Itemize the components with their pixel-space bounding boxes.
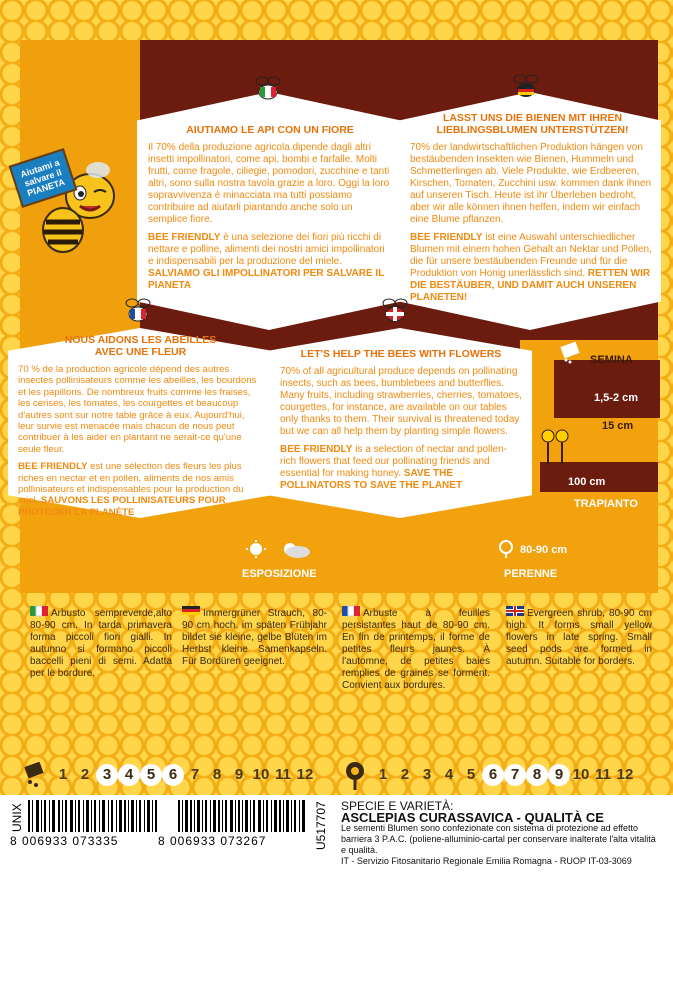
mascot-sign: Aiutami a salvare il PIANETA [9, 148, 78, 208]
perenne-height: 80-90 cm [520, 544, 568, 556]
flag-de-icon [182, 604, 200, 618]
panel-it-bf-lead: BEE FRIENDLY [148, 232, 221, 243]
panel-de-bf-bold: RETTEN WIR DIE BESTÄUBER, UND DAMIT AUCH UNSEREN PLANETEN! [410, 268, 651, 303]
panel-en-bf-text: is a selection of nectar and pollen-rich flowers that feed our pollinating friends and essential for making honey. [280, 444, 507, 479]
barcode-2-number: 8 006933 073267 [158, 834, 267, 848]
panel-en [280, 348, 522, 492]
panel-en-bf-bold: SAVE THE POLLINATORS TO SAVE THE PLANET [280, 468, 463, 491]
flower-icon [540, 428, 572, 464]
panel-de-bf-text: ist eine Auswahl unterschiedlicher Blumen mit einem hohen Gehalt an Nektar und Pollen, die für unsere bestäubenden Freunde und für die Produktion von Honig unerlässlich sind. [410, 232, 652, 279]
semina-panel [548, 340, 660, 420]
barcode-2 [178, 800, 308, 832]
bee-flag-de-icon [508, 72, 544, 102]
month-4: 4 [444, 766, 454, 783]
soil-block [554, 360, 660, 418]
flag-fr-icon [342, 604, 360, 618]
panel-fr [18, 334, 263, 518]
flower-small-icon [496, 540, 516, 558]
flag-en-icon [506, 604, 524, 618]
panel-fr-bf-bold: SAUVONS LES POLLINISATEURS POUR PROTÉGER LA PLANÈTE [18, 495, 226, 518]
trapianto-height: 15 cm [602, 420, 634, 432]
month-3: 3 [422, 766, 432, 783]
desc-fr-text: Arbuste à feuilles persistantes haut de 80-90 cm. En fin de printemps, il forme de petites fleurs jaunes. À l'automne, de petites baies remplies de graines se forment. Convient aux bordures. [342, 608, 490, 691]
month-8: 8 [212, 766, 222, 783]
desc-it-text: Arbusto sempreverde,alto 80-90 cm. In tarda primavera forma piccoli fiori gialli. In autunno si formano piccoli baccelli pieni di semi. Adatta per le bordure. [30, 608, 172, 679]
trapianto-spacing: 100 cm [568, 476, 606, 488]
month-6: 6 [482, 764, 504, 786]
month-9: 9 [548, 764, 570, 786]
month-12: 12 [616, 766, 634, 783]
seed-packet-icon [558, 342, 584, 364]
month-1: 1 [58, 766, 68, 783]
month-8: 8 [526, 764, 548, 786]
panel-de-title: LASST UNS DIE BIENEN MIT IHREN LIEBLINGSBLUMEN UNTERSTÜTZEN! [436, 112, 629, 136]
semina-depth: 1,5-2 cm [594, 392, 639, 404]
panel-it-title: AIUTIAMO LE API CON UN FIORE [186, 124, 354, 136]
panel-it [148, 124, 392, 292]
month-9: 9 [234, 766, 244, 783]
phyto-note: IT - Servizio Fitosanitario Regionale Emilia Romagna - RUOP IT-03-3069 [341, 856, 632, 866]
bee-flag-it-icon [250, 74, 286, 104]
barcode-1 [28, 800, 158, 832]
month-11: 11 [595, 766, 611, 783]
desc-fr [342, 604, 490, 692]
panel-en-body: 70% of all agricultural produce depends on pollinating insects, such as bees, bumblebees and butterflies. Many fruits, including strawberries, cherries, tomatoes, courgettes, for instance, are available on our tables only thanks to them. Their survival is threatened today but we can all help them by planting simple flowers. [280, 366, 522, 437]
month-7: 7 [504, 764, 526, 786]
esposizione-label: ESPOSIZIONE [242, 568, 317, 580]
bee-flag-en-icon [377, 296, 413, 326]
species-name: ASCLEPIAS CURASSAVICA - QUALITÀ CE [341, 810, 604, 825]
desc-en [506, 604, 652, 668]
species-heading: SPECIE E VARIETÀ: [341, 799, 454, 813]
month-5: 5 [466, 766, 476, 783]
perenne-label: PERENNE [504, 568, 558, 580]
panel-it-body: Il 70% della produzione agricola dipende dagli altri insetti impollinatori, come api, bombi e farfalle. Molti frutti, come fragole, ciliegie, pomodori, zucchine e tanti altri, sono sulla nostra tavola grazie a loro. Oggi la loro sopravvivenza è minacciata ma tutti possiamo contribuire ad aiutarli piantando anche solo un semplice fiore. [148, 142, 390, 225]
panel-en-bf-lead: BEE FRIENDLY [280, 444, 353, 455]
sowing-months [52, 762, 316, 788]
packaging-note: Le sementi Blumen sono confezionate con sistema di protezione ad effetto barriera 3 P.A.C. (poliene-alluminio-cartal per conservare inalterate l'alta vitalità e qualità. [341, 823, 656, 855]
panel-fr-bf-text: est une sélection des fleurs les plus riches en nectar et en pollen, aliments de nos amis pollinisateurs et indispensables pour la production du miel. [18, 461, 244, 507]
month-2: 2 [80, 766, 90, 783]
trapianto-panel [530, 420, 660, 510]
panel-it-bf-bold: SALVIAMO GLI IMPOLLINATORI PER SALVARE IL PIANETA [148, 268, 385, 291]
panel-de-body: 70% der landwirtschaftlichen Produktion hängen von bestäubenden Insekten wie Bienen, Hummeln und Schmetterlingen ab. Viele Produkte, wie Erdbeeren, Kirschen, Tomaten, Zucchini usw. kommen dank ihnen auf unseren Tisch. Heute ist ihr Überleben bedroht, aber wir alle können ihnen helfen, indem wir einfach eine Blume pflanzen. [410, 142, 652, 225]
unix-code: UNIX [10, 803, 24, 832]
month-6: 6 [162, 764, 184, 786]
panel-fr-bf-lead: BEE FRIENDLY [18, 461, 88, 473]
month-11: 11 [275, 766, 291, 783]
month-2: 2 [400, 766, 410, 783]
flowering-icon [340, 760, 370, 790]
panel-it-bf-text: è una selezione dei fiori più ricchi di nettare e polline, alimenti dei nostri amici impollinatori e indispensabili per la produzione del miele. [148, 232, 385, 267]
panel-fr-body: 70 % de la production agricole dépend des autres insectes pollinisateurs comme les abeilles, les bourdons et les papillons. De nombreux fruits comme les fraises, les cerises, les tomates, les courgettes et beaucoup d'autres sont sur notre table grâce à eux. Aujourd'hui, leur survie est menacée mais chacun de nous peut contribuer à les aider en plantant ne serait-ce qu'une seule fleur. [18, 364, 257, 455]
panel-en-title: LET'S HELP THE BEES WITH FLOWERS [300, 348, 502, 360]
month-7: 7 [190, 766, 200, 783]
flowering-months [372, 762, 636, 788]
month-10: 10 [252, 766, 270, 783]
month-10: 10 [572, 766, 590, 783]
flag-it-icon [30, 604, 48, 618]
sowing-icon [20, 762, 50, 788]
bee-flag-fr-icon [120, 296, 156, 326]
desc-it [30, 604, 172, 680]
barcode-1-number: 8 006933 073335 [10, 834, 119, 848]
desc-de [182, 604, 327, 668]
panel-fr-title: NOUS AIDONS LES ABEILLES AVEC UNE FLEUR [64, 334, 217, 358]
species-info [341, 801, 661, 867]
panel-de [410, 112, 655, 304]
product-code: U517707 [314, 801, 328, 850]
desc-en-text: Evergreen shrub, 80-90 cm high. It forms small yellow flowers in late spring. Small seed pods are formed in autumn. Suitable for borders. [506, 608, 652, 667]
panel-de-bf-lead: BEE FRIENDLY [410, 232, 483, 243]
desc-de-text: Immergrüner Strauch, 80-90 cm hoch. im späten Frühjahr bildet sie kleine, gelbe Blüten im Herbst kleine Samenkapseln. Für Bordüren geeignet. [182, 608, 327, 667]
semina-label: SEMINA [590, 354, 633, 366]
month-4: 4 [118, 764, 140, 786]
sun-cloud-icon [244, 540, 314, 558]
trapianto-label: TRAPIANTO [574, 498, 638, 510]
month-12: 12 [296, 766, 314, 783]
month-1: 1 [378, 766, 388, 783]
month-3: 3 [96, 764, 118, 786]
month-5: 5 [140, 764, 162, 786]
